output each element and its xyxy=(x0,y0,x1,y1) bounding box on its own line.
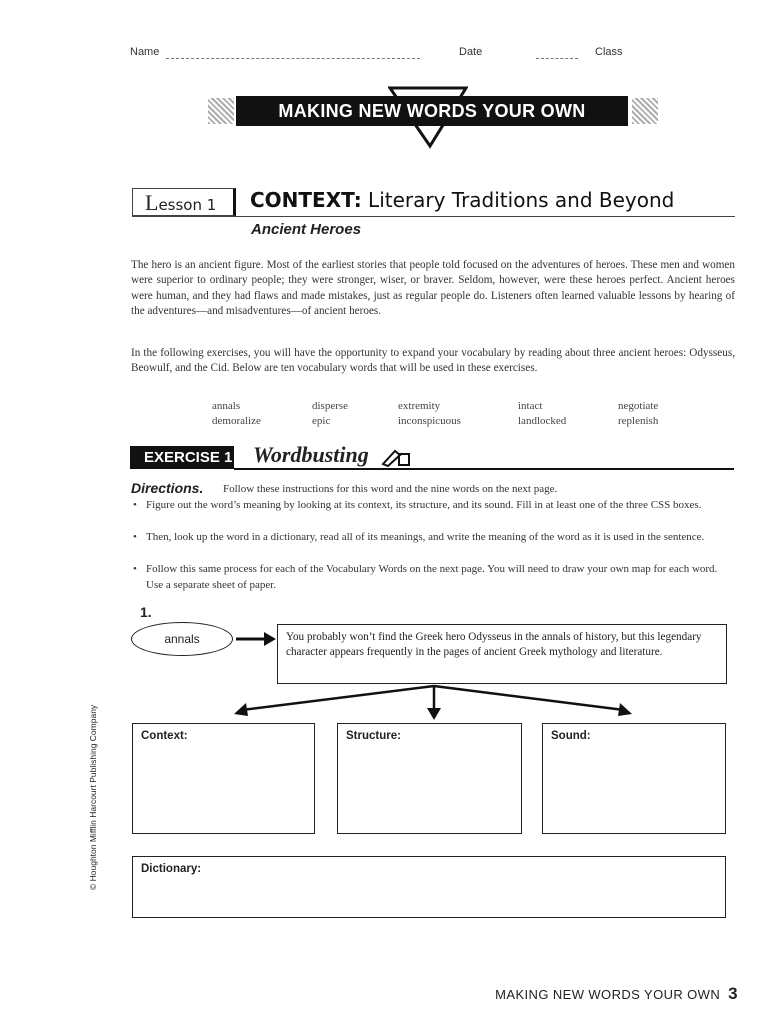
vocab-word: demoralize xyxy=(212,415,261,427)
vocab-word: intact xyxy=(518,400,543,412)
lesson-subtitle: Ancient Heroes xyxy=(251,221,362,238)
context-bold: CONTEXT: xyxy=(250,188,362,212)
name-label: Name xyxy=(130,46,160,58)
banner-title: MAKING NEW WORDS YOUR OWN xyxy=(236,96,628,126)
vocab-word: extremity xyxy=(398,400,441,412)
sound-box-label: Sound: xyxy=(551,730,591,742)
dictionary-box-label: Dictionary: xyxy=(141,863,202,875)
decorative-texture-right xyxy=(632,98,658,124)
lesson-text: esson 1 xyxy=(158,196,217,214)
vocab-word: replenish xyxy=(618,415,659,427)
class-label: Class xyxy=(595,46,623,58)
directions-label: Directions. xyxy=(131,480,204,496)
lesson-label xyxy=(132,188,236,216)
context-box[interactable] xyxy=(132,723,315,834)
arrow-right-icon xyxy=(234,630,278,648)
footer xyxy=(495,984,738,1004)
date-label: Date xyxy=(459,46,483,58)
item-number: 1. xyxy=(140,604,152,620)
bullet-1: Figure out the word’s meaning by looking at its context, its structure, and its sound. Fill in at least one of the three CSS boxes. xyxy=(146,499,702,511)
exercise-title: Wordbusting xyxy=(253,442,369,467)
bullet-3: Follow this same process for each of the Vocabulary Words on the next page. You will need to draw your own map for each word. Use a separate sheet of paper. xyxy=(146,563,718,591)
directions-text: Follow these instructions for this word and the nine words on the next page. xyxy=(223,483,558,495)
exercise-rule xyxy=(234,468,734,470)
bullet-dot: • xyxy=(133,531,137,543)
context-heading xyxy=(250,188,674,212)
banner xyxy=(208,92,658,150)
structure-box[interactable] xyxy=(337,723,522,834)
bullet-dot: • xyxy=(133,499,137,511)
decorative-texture-left xyxy=(208,98,234,124)
footer-title: MAKING NEW WORDS YOUR OWN xyxy=(495,987,721,1002)
intro-paragraph-2: In the following exercises, you will have the opportunity to expand your vocabulary by reading about three ancient heroes: Odysseus, Beowulf, and the Cid. Below are ten vocabulary words that will be used in these exercises. xyxy=(131,347,735,375)
branch-arrows xyxy=(226,684,646,724)
bullet-2: Then, look up the word in a dictionary, read all of its meanings, and write the meaning of the word as it is used in the sentence. xyxy=(146,531,705,543)
vocab-word: annals xyxy=(212,400,241,412)
copyright-text: © Houghton Mifflin Harcourt Publishing Company xyxy=(88,704,98,890)
heading-rule xyxy=(132,216,735,217)
context-title: Literary Traditions and Beyond xyxy=(361,188,675,212)
exercise-label: EXERCISE 1 xyxy=(130,446,234,469)
bullet-dot: • xyxy=(133,563,137,575)
dictionary-box[interactable] xyxy=(132,856,726,918)
context-box-label: Context: xyxy=(141,730,188,742)
vocab-word: epic xyxy=(312,415,331,427)
lesson-initial: L xyxy=(145,190,159,215)
vocab-word: disperse xyxy=(312,400,349,412)
sound-box[interactable] xyxy=(542,723,726,834)
vocab-word: landlocked xyxy=(518,415,567,427)
pencil-icon xyxy=(381,447,411,467)
structure-box-label: Structure: xyxy=(346,730,401,742)
name-line[interactable] xyxy=(166,58,420,59)
sentence-box: You probably won’t find the Greek hero Odysseus in the annals of history, but this legendary character appears frequently in the pages of ancient Greek mythology and literature. xyxy=(277,624,727,684)
date-line[interactable] xyxy=(536,58,578,59)
vocab-word: negotiate xyxy=(618,400,659,412)
intro-paragraph-1: The hero is an ancient figure. Most of the earliest stories that people told focused on the adventures of heroes. These men and women were superior to ordinary people; they were stronger, wiser, or braver. Seldom, however, were these heroes perfect. Ancient heroes were human, and they had flaws and made mistakes, just as regular people do. Listeners often learned valuable lessons by hearing of the adventures—and misadventures—of ancient heroes. xyxy=(131,259,735,318)
page-number: 3 xyxy=(728,984,738,1003)
word-oval: annals xyxy=(131,622,233,656)
vocab-word: inconspicuous xyxy=(398,415,461,427)
